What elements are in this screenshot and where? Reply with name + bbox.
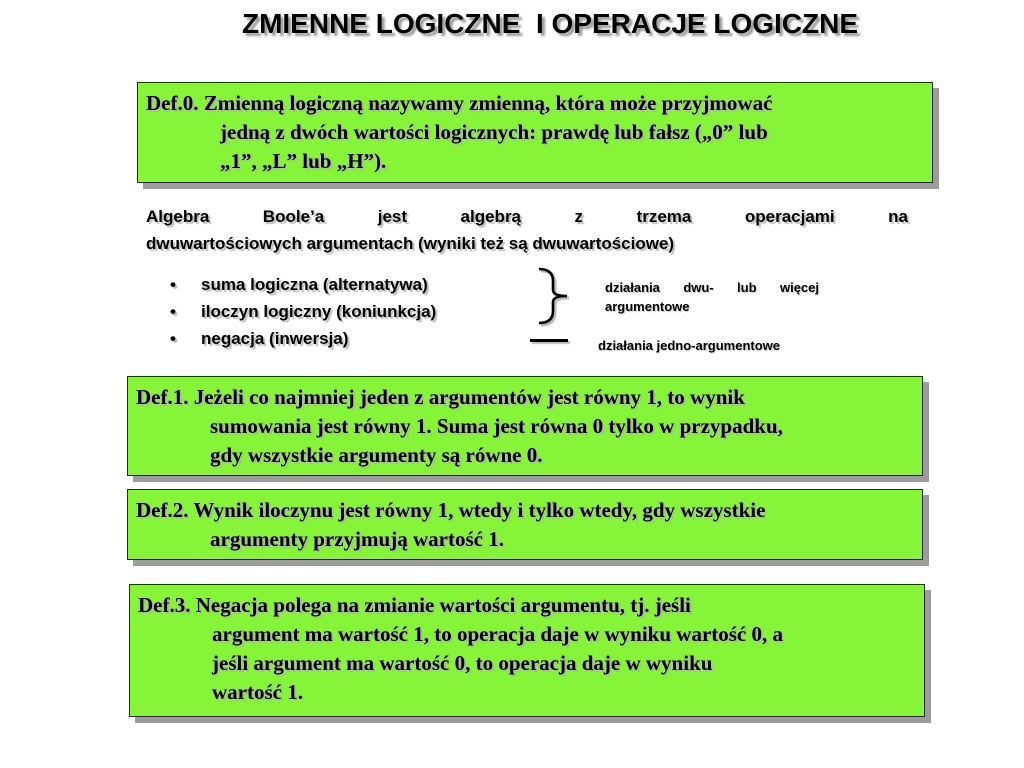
definition-1-line: Def.1. Jeżeli co najmniej jeden z argumentów jest równy 1, to wynik bbox=[136, 385, 745, 409]
slide-title: ZMIENNE LOGICZNE I OPERACJE LOGICZNE bbox=[241, 8, 859, 39]
right-brace-icon bbox=[533, 265, 573, 327]
definition-3-line: jeśli argument ma wartość 0, to operacja daje w wyniku bbox=[212, 651, 713, 675]
definition-1-line: gdy wszystkie argumenty są równe 0. bbox=[210, 443, 543, 467]
definition-2-line: Def.2. Wynik iloczynu jest równy 1, wtedy i tylko wtedy, gdy wszystkie bbox=[136, 498, 766, 522]
definition-3-line: Def.3. Negacja polega na zmianie wartości argumentu, tj. jeśli bbox=[138, 593, 691, 617]
list-item bbox=[170, 298, 436, 325]
multi-argument-note bbox=[605, 278, 819, 316]
operations-list bbox=[170, 271, 436, 352]
list-item-label: negacja (inwersja) bbox=[201, 329, 349, 348]
note-line: argumentowe bbox=[605, 299, 690, 314]
definition-3-line: argument ma wartość 1, to operacja daje w wyniku wartość 0, a bbox=[212, 622, 783, 646]
list-item-label: suma logiczna (alternatywa) bbox=[201, 275, 428, 294]
definition-1-line: sumowania jest równy 1. Suma jest równa 0 tylko w przypadku, bbox=[210, 414, 783, 438]
single-argument-note: działania jedno-argumentowe bbox=[598, 338, 781, 353]
definition-0-line: Def.0. Zmienną logiczną nazywamy zmienną, która może przyjmować bbox=[146, 91, 773, 115]
definition-0-box bbox=[137, 82, 933, 183]
paragraph-line: Algebra Boole’a jest algebrą z trzema operacjami na bbox=[146, 207, 908, 226]
single-operation-dash bbox=[530, 339, 568, 342]
list-item-label: iloczyn logiczny (koniunkcja) bbox=[201, 302, 437, 321]
list-item bbox=[170, 325, 436, 352]
boolean-algebra-paragraph bbox=[146, 203, 908, 257]
definition-3-line: wartość 1. bbox=[212, 680, 303, 704]
definition-2-box bbox=[127, 489, 923, 560]
definition-3-box bbox=[129, 584, 925, 717]
bullet-icon: • bbox=[170, 302, 176, 321]
definition-1-box bbox=[127, 376, 923, 476]
bullet-icon: • bbox=[170, 329, 176, 348]
definition-0-line: jedną z dwóch wartości logicznych: prawdę lub fałsz („0” lub bbox=[220, 120, 768, 144]
note-line: działania dwu- lub więcej bbox=[605, 280, 819, 295]
list-item bbox=[170, 271, 436, 298]
paragraph-line: dwuwartościowych argumentach (wyniki też są dwuwartościowe) bbox=[146, 234, 675, 253]
definition-2-line: argumenty przyjmują wartość 1. bbox=[210, 527, 504, 551]
definition-0-line: „1”, „L” lub „H”). bbox=[220, 149, 387, 173]
bullet-icon: • bbox=[170, 275, 176, 294]
